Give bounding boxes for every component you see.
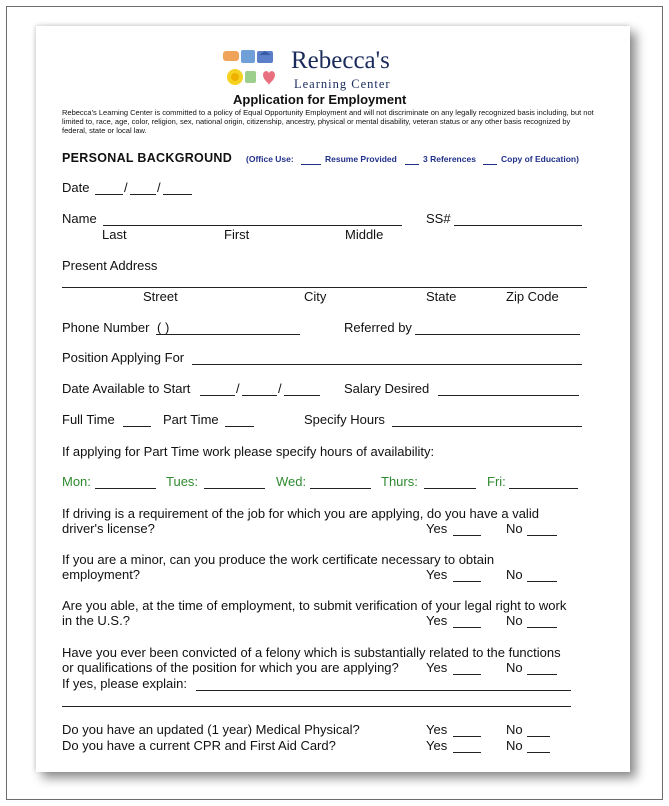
logo-subtitle: Learning Center	[294, 77, 391, 91]
address-field[interactable]	[62, 287, 587, 288]
thurs-label: Thurs:	[381, 474, 418, 489]
q5-no-label: No	[506, 722, 523, 737]
logo-name: Rebecca's	[291, 47, 390, 74]
available-year-field[interactable]	[284, 395, 320, 396]
phone-field[interactable]	[156, 334, 300, 335]
street-caption: Street	[143, 289, 178, 304]
q4-no-field[interactable]	[527, 674, 557, 675]
salary-field[interactable]	[438, 395, 579, 396]
date-label: Date	[62, 180, 90, 195]
position-field[interactable]	[192, 364, 582, 365]
position-label: Position Applying For	[62, 350, 185, 365]
q2-no-label: No	[506, 567, 523, 582]
specify-hours-field[interactable]	[392, 426, 582, 427]
available-day-field[interactable]	[242, 395, 277, 396]
wed-field[interactable]	[310, 488, 371, 489]
eeo-disclaimer: Rebecca's Learning Center is committed to a policy of Equal Opportunity Employment and will not discriminate on any legally recognized basis including, but not limited to, race, age, color, religion, sex, national origin, citizenship, ancestry, physical or mental disability, veteran status or any other basis recognized by federal, state or local law.	[62, 108, 594, 135]
q1-no-label: No	[506, 521, 523, 536]
referred-by-field[interactable]	[415, 334, 580, 335]
explain-field-line2[interactable]	[62, 706, 571, 707]
question-cpr-card: Do you have a current CPR and First Aid Card?	[62, 738, 336, 753]
thurs-field[interactable]	[424, 488, 476, 489]
tues-field[interactable]	[204, 488, 265, 489]
q4-yes-field[interactable]	[453, 674, 481, 675]
question-medical-physical: Do you have an updated (1 year) Medical Physical?	[62, 722, 360, 737]
part-time-field[interactable]	[225, 426, 254, 427]
q3-yes-field[interactable]	[453, 627, 481, 628]
referred-by-label: Referred by	[344, 320, 412, 335]
area-code: ( )	[157, 320, 170, 335]
phone-label: Phone Number	[62, 320, 150, 335]
date-day-field[interactable]	[130, 194, 156, 195]
question-work-certificate-cont: employment?	[62, 567, 141, 582]
salary-label: Salary Desired	[344, 381, 430, 396]
date-year-field[interactable]	[163, 194, 192, 195]
city-caption: City	[304, 289, 327, 304]
date-slash: /	[278, 381, 282, 396]
explain-label: If yes, please explain:	[62, 676, 188, 691]
mon-label: Mon:	[62, 474, 91, 489]
references-blank[interactable]	[405, 164, 419, 165]
q6-yes-field[interactable]	[453, 752, 481, 753]
part-time-label: Part Time	[163, 412, 219, 427]
available-month-field[interactable]	[200, 395, 235, 396]
fri-label: Fri:	[487, 474, 506, 489]
document-title: Application for Employment	[233, 92, 407, 107]
ssn-label: SS#	[426, 211, 451, 226]
section-title: PERSONAL BACKGROUND	[62, 151, 233, 165]
q6-yes-label: Yes	[426, 738, 448, 753]
tues-label: Tues:	[166, 474, 199, 489]
question-drivers-license-cont: driver's license?	[62, 521, 155, 536]
q2-yes-label: Yes	[426, 567, 448, 582]
q1-yes-label: Yes	[426, 521, 448, 536]
question-legal-right-cont: in the U.S.?	[62, 613, 130, 628]
q6-no-field[interactable]	[527, 752, 550, 753]
office-use-label: (Office Use:	[246, 154, 294, 164]
question-legal-right: Are you able, at the time of employment, to submit verification of your legal right to work	[62, 598, 567, 613]
q5-no-field[interactable]	[527, 736, 550, 737]
date-month-field[interactable]	[95, 194, 123, 195]
wed-label: Wed:	[276, 474, 307, 489]
q1-yes-field[interactable]	[453, 535, 481, 536]
resume-blank[interactable]	[301, 164, 321, 165]
name-field[interactable]	[103, 225, 402, 226]
specify-hours-label: Specify Hours	[304, 412, 385, 427]
full-time-label: Full Time	[62, 412, 115, 427]
date-slash: /	[157, 180, 161, 195]
date-available-label: Date Available to Start	[62, 381, 191, 396]
present-address-label: Present Address	[62, 258, 158, 273]
first-name-caption: First	[224, 227, 250, 242]
q4-yes-label: Yes	[426, 660, 448, 675]
q2-yes-field[interactable]	[453, 581, 481, 582]
fri-field[interactable]	[509, 488, 578, 489]
q1-no-field[interactable]	[527, 535, 557, 536]
last-name-caption: Last	[102, 227, 127, 242]
mon-field[interactable]	[95, 488, 156, 489]
q4-no-label: No	[506, 660, 523, 675]
q3-no-label: No	[506, 613, 523, 628]
application-page	[36, 26, 630, 772]
q6-no-label: No	[506, 738, 523, 753]
ssn-field[interactable]	[454, 225, 582, 226]
middle-name-caption: Middle	[345, 227, 384, 242]
date-slash: /	[124, 180, 128, 195]
q3-no-field[interactable]	[527, 627, 557, 628]
zip-caption: Zip Code	[506, 289, 559, 304]
state-caption: State	[426, 289, 457, 304]
full-time-field[interactable]	[123, 426, 151, 427]
education-blank[interactable]	[483, 164, 497, 165]
part-time-note: If applying for Part Time work please specify hours of availability:	[62, 444, 435, 459]
q3-yes-label: Yes	[426, 613, 448, 628]
q5-yes-label: Yes	[426, 722, 448, 737]
question-drivers-license: If driving is a requirement of the job for which you are applying, do you have a valid	[62, 506, 539, 521]
explain-field[interactable]	[196, 690, 571, 691]
date-slash: /	[236, 381, 240, 396]
education-label: Copy of Education)	[501, 154, 579, 164]
q5-yes-field[interactable]	[453, 736, 481, 737]
question-felony: Have you ever been convicted of a felony which is substantially related to the functions	[62, 645, 561, 660]
name-label: Name	[62, 211, 97, 226]
question-work-certificate: If you are a minor, can you produce the work certificate necessary to obtain	[62, 552, 495, 567]
logo-artwork-icon	[221, 49, 289, 89]
question-felony-cont: or qualifications of the position for which you are applying?	[62, 660, 399, 675]
resume-provided-label: Resume Provided	[325, 154, 397, 164]
q2-no-field[interactable]	[527, 581, 557, 582]
references-label: 3 References	[423, 154, 476, 164]
